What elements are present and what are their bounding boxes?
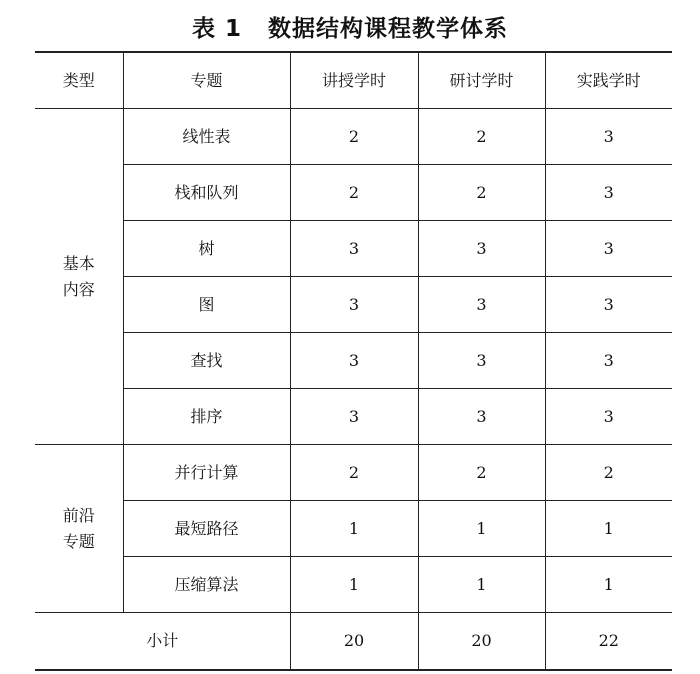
practice-cell: 3: [545, 165, 672, 221]
group-label-line: 专题: [62, 531, 95, 551]
practice-cell: 3: [545, 389, 672, 445]
lecture-cell: 1: [290, 501, 418, 557]
topic-cell: 压缩算法: [123, 557, 290, 613]
topic-cell: 最短路径: [123, 501, 290, 557]
header-lecture-hours: 讲授学时: [290, 52, 418, 109]
topic-cell: 栈和队列: [123, 165, 290, 221]
group-label-line: 基本: [62, 253, 95, 273]
practice-cell: 3: [545, 333, 672, 389]
course-hours-table: [35, 51, 672, 671]
discussion-cell: 3: [418, 333, 545, 389]
table-row: [35, 109, 672, 165]
header-type: 类型: [35, 52, 123, 109]
practice-cell: 3: [545, 277, 672, 333]
table-caption: [0, 10, 700, 44]
topic-cell: 查找: [123, 333, 290, 389]
topic-cell: 线性表: [123, 109, 290, 165]
practice-cell: 3: [545, 221, 672, 277]
practice-cell: 1: [545, 501, 672, 557]
subtotal-practice: 22: [545, 613, 672, 671]
subtotal-discussion: 20: [418, 613, 545, 671]
practice-cell: 3: [545, 109, 672, 165]
table-row: [35, 389, 672, 445]
practice-cell: 1: [545, 557, 672, 613]
lecture-cell: 3: [290, 221, 418, 277]
discussion-cell: 3: [418, 389, 545, 445]
discussion-cell: 3: [418, 221, 545, 277]
discussion-cell: 1: [418, 557, 545, 613]
discussion-cell: 2: [418, 165, 545, 221]
table-row: [35, 277, 672, 333]
lecture-cell: 3: [290, 389, 418, 445]
table-number: 表 1: [191, 16, 242, 42]
lecture-cell: 1: [290, 557, 418, 613]
lecture-cell: 2: [290, 445, 418, 501]
discussion-cell: 3: [418, 277, 545, 333]
table-title: 数据结构课程教学体系: [268, 16, 508, 42]
subtotal-label: 小计: [35, 613, 290, 671]
table-row: [35, 333, 672, 389]
table-row: [35, 501, 672, 557]
header-topic: 专题: [123, 52, 290, 109]
group-label-line: 内容: [62, 279, 95, 299]
header-practice-hours: 实践学时: [545, 52, 672, 109]
discussion-cell: 2: [418, 109, 545, 165]
table-row: [35, 221, 672, 277]
table-row: [35, 557, 672, 613]
group-label-line: 前沿: [62, 505, 95, 525]
topic-cell: 图: [123, 277, 290, 333]
subtotal-lecture: 20: [290, 613, 418, 671]
header-row: [35, 52, 672, 109]
discussion-cell: 1: [418, 501, 545, 557]
table-row: [35, 165, 672, 221]
header-discussion-hours: 研讨学时: [418, 52, 545, 109]
topic-cell: 并行计算: [123, 445, 290, 501]
subtotal-row: [35, 613, 672, 671]
practice-cell: 2: [545, 445, 672, 501]
table-row: [35, 445, 672, 501]
lecture-cell: 2: [290, 165, 418, 221]
topic-cell: 树: [123, 221, 290, 277]
group-label-frontier: [35, 445, 123, 613]
lecture-cell: 3: [290, 333, 418, 389]
topic-cell: 排序: [123, 389, 290, 445]
discussion-cell: 2: [418, 445, 545, 501]
lecture-cell: 2: [290, 109, 418, 165]
lecture-cell: 3: [290, 277, 418, 333]
group-label-basic: [35, 109, 123, 445]
